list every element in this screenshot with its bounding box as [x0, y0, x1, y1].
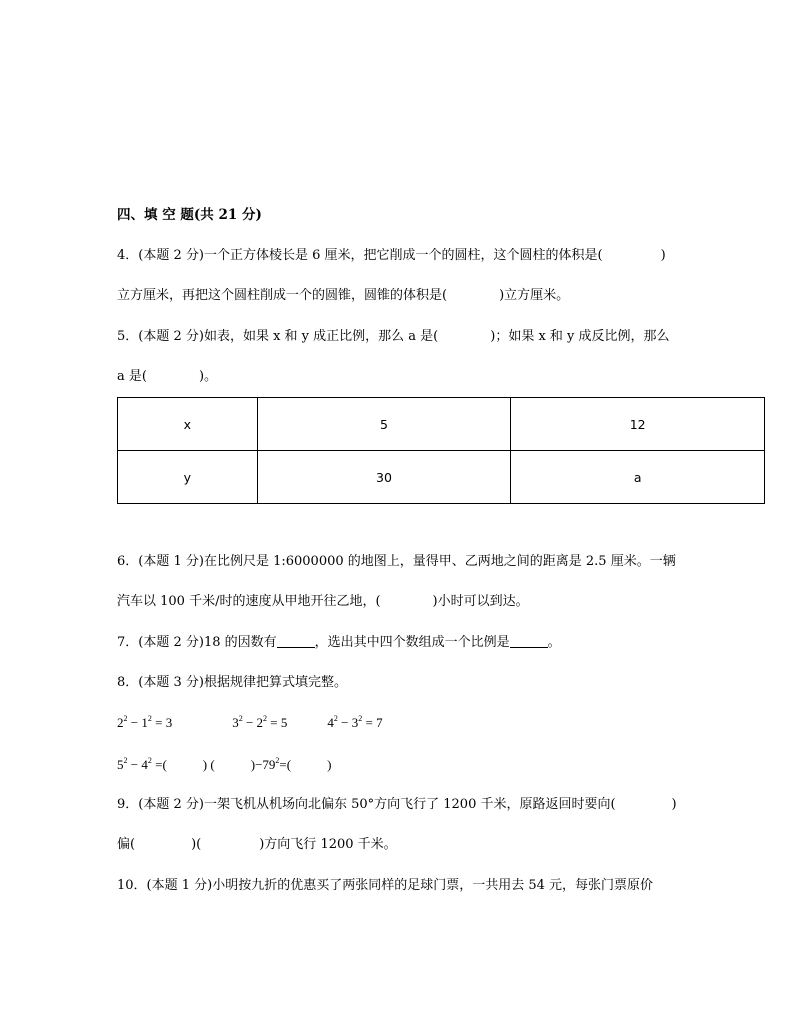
question-4-line-2 — [117, 286, 569, 306]
table-cell: a — [511, 451, 765, 504]
q5-text-4: )。 — [198, 369, 218, 384]
table-row-x — [118, 398, 765, 451]
question-8-line-1: 8．(本题 3 分)根据规律把算式填完整。 — [117, 675, 347, 690]
question-7 — [117, 633, 561, 653]
table-cell: 5 — [257, 398, 511, 451]
equation-4: $5^2 - 4^2$ =( — [117, 756, 167, 772]
q4-text-3: )立方厘米。 — [499, 288, 570, 303]
table-cell: y — [118, 451, 258, 504]
equation-2: $3^2 - 2^2 = 5$ — [232, 714, 288, 730]
q6-text-2: )小时可以到达。 — [432, 594, 529, 609]
question-4-line-1 — [117, 246, 666, 266]
question-5-line-2 — [117, 367, 217, 387]
table-row-y — [118, 451, 765, 504]
question-6-line-1: 6．(本题 1 分)在比例尺是 1:6000000 的地图上，量得甲、乙两地之间的距离是 2.5 厘米。一辆 — [117, 554, 676, 569]
question-6-line-2 — [117, 592, 529, 612]
equation-row-2: $5^2 - 4^2$ =( ) ( )$-79^2=$( ) — [117, 756, 332, 772]
table-cell: 30 — [257, 451, 511, 504]
q9-text: 9．(本题 2 分)一架飞机从机场向北偏东 50°方向飞行了 1200 千米，原路返回时要向( — [117, 797, 616, 812]
question-9-line-1 — [117, 795, 677, 815]
question-10-line-1: 10．(本题 1 分)小明按九折的优惠买了两张同样的足球门票，一共用去 54 元，每张门票原价 — [117, 878, 654, 893]
q7-text-3: 。 — [547, 635, 561, 650]
table-cell: x — [118, 398, 258, 451]
equation-3: $4^2 - 3^2 = 7$ — [327, 714, 383, 730]
q7-blank-1[interactable] — [277, 635, 315, 648]
q9-paren: ) — [671, 797, 677, 812]
q5-text-3: a 是( — [117, 369, 147, 384]
proportion-table — [117, 397, 765, 504]
q5-text-2: )；如果 x 和 y 成反比例，那么 — [490, 329, 670, 344]
q7-text: 7．(本题 2 分)18 的因数有 — [117, 635, 277, 650]
q4-text: 4．(本题 2 分)一个正方体棱长是 6 厘米，把它削成一个的圆柱，这个圆柱的体积是( — [117, 248, 603, 263]
question-9-line-2 — [117, 835, 397, 855]
q4-text-2: 立方厘米，再把这个圆柱削成一个的圆锥，圆锥的体积是( — [117, 288, 448, 303]
q9-text-3: )( — [191, 837, 202, 852]
equation-row-1 — [117, 713, 383, 733]
q4-paren: ) — [660, 248, 666, 263]
q5-text: 5．(本题 2 分)如表，如果 x 和 y 成正比例，那么 a 是( — [117, 329, 439, 344]
question-5-line-1 — [117, 327, 670, 347]
q7-text-2: ，选出其中四个数组成一个比例是 — [314, 635, 510, 650]
q9-text-4: )方向飞行 1200 千米。 — [259, 837, 397, 852]
q7-blank-2[interactable] — [510, 635, 548, 648]
equation-1: $2^2 - 1^2 = 3$ — [117, 714, 173, 730]
table-cell: 12 — [511, 398, 765, 451]
q6-text: 汽车以 100 千米/时的速度从甲地开往乙地，( — [117, 594, 381, 609]
q9-text-2: 偏( — [117, 837, 136, 852]
section-heading: 四、填 空 题(共 21 分) — [117, 207, 262, 223]
